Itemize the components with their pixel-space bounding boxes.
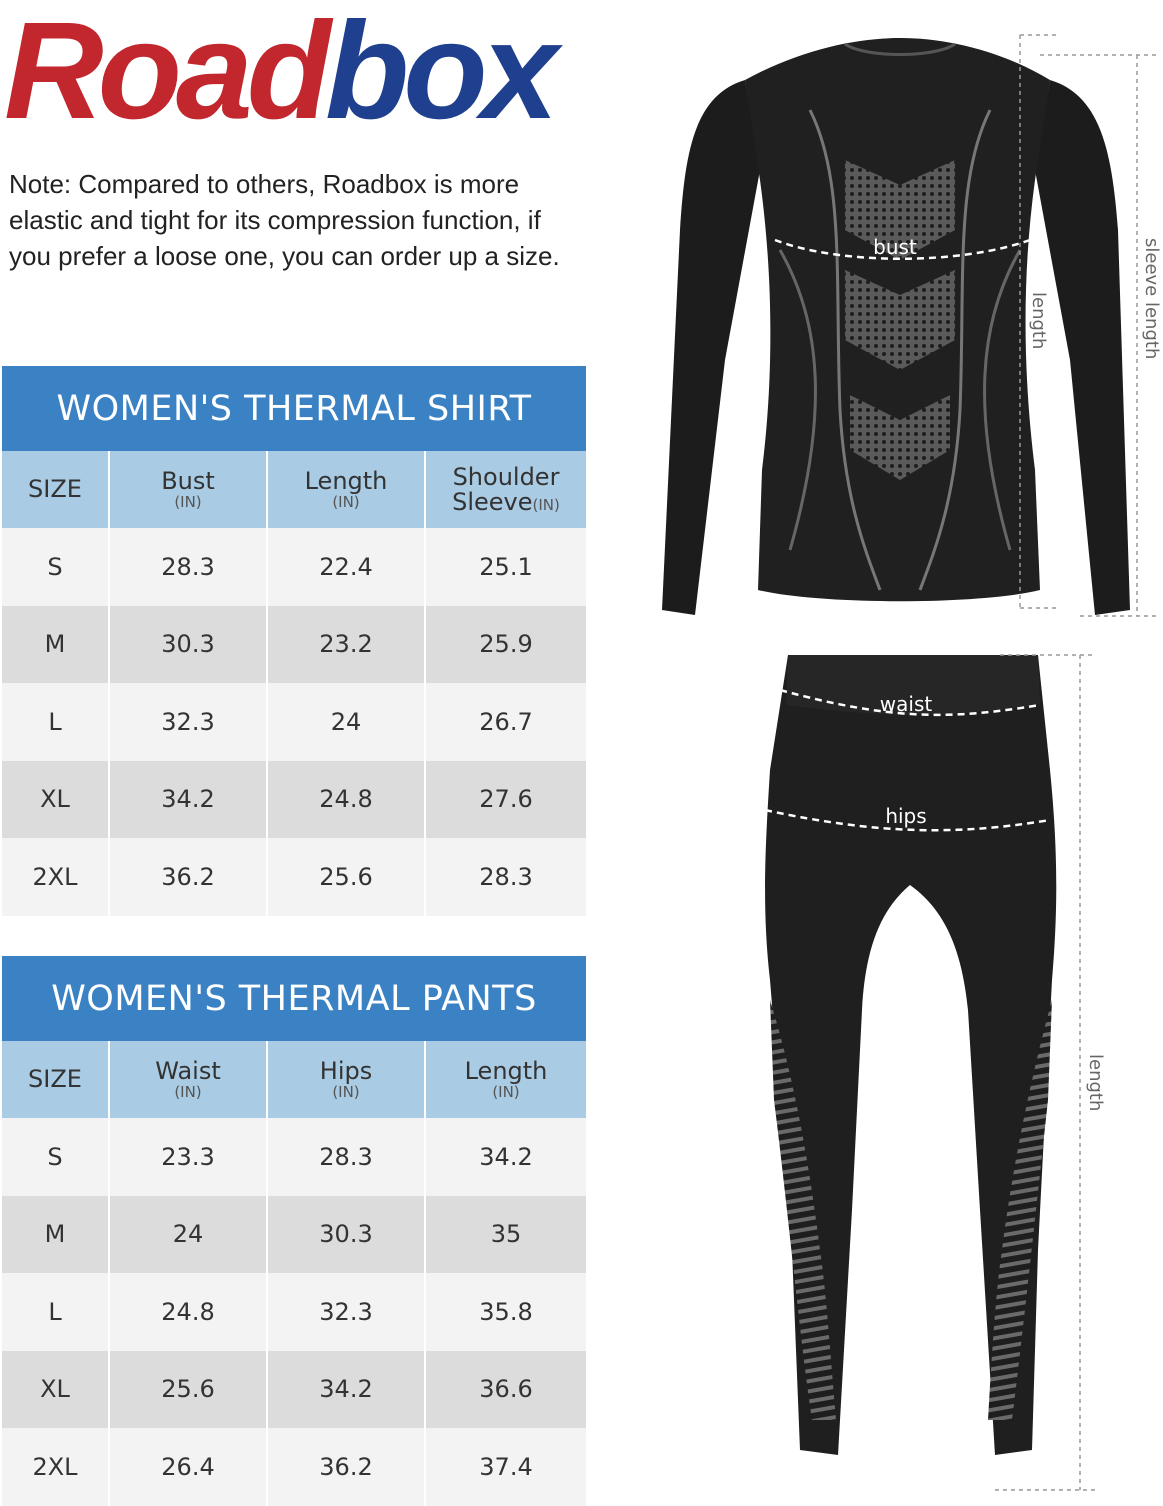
table-cell: S [47, 1142, 63, 1171]
shirt-illustration [640, 30, 1160, 630]
shirt-size-table [2, 366, 586, 916]
shirt-length-label: length [1028, 292, 1049, 350]
shirt-row-l [2, 683, 586, 761]
pants-table-title: WOMEN'S THERMAL PANTS [2, 956, 586, 1041]
header-waist: Waist (IN) [108, 1041, 266, 1118]
header-hips: Hips (IN) [266, 1041, 424, 1118]
pants-table-body [2, 1118, 586, 1506]
header-shoulder-sleeve: Shoulder Sleeve(IN) [424, 451, 586, 528]
pants-row-m [2, 1196, 586, 1274]
table-cell: 34.2 [266, 1351, 424, 1429]
sleeve-length-label: sleeve length [1141, 238, 1162, 360]
table-cell: 32.3 [108, 683, 266, 761]
table-cell: 28.3 [424, 838, 586, 916]
table-cell: 26.7 [424, 683, 586, 761]
table-cell: 2XL [32, 862, 78, 891]
table-cell: S [47, 552, 63, 581]
pants-length-label: length [1085, 1054, 1106, 1112]
table-cell: M [44, 1220, 66, 1249]
shirt-table-body [2, 528, 586, 916]
pants-row-xl [2, 1351, 586, 1429]
hips-label: hips [885, 804, 927, 828]
table-cell: 23.3 [108, 1118, 266, 1196]
shirt-row-xl [2, 761, 586, 839]
table-cell: L [48, 707, 62, 736]
table-cell: 34.2 [424, 1118, 586, 1196]
shirt-row-s [2, 528, 586, 606]
table-cell: XL [40, 785, 70, 814]
table-cell: 24 [266, 683, 424, 761]
header-size: SIZE [28, 1065, 82, 1093]
roadbox-logo [4, 0, 604, 135]
table-cell: 30.3 [266, 1196, 424, 1274]
table-cell: M [44, 630, 66, 659]
table-cell: 35.8 [424, 1273, 586, 1351]
table-cell: 36.2 [266, 1428, 424, 1506]
table-cell: 23.2 [266, 606, 424, 684]
pants-size-table [2, 956, 586, 1506]
table-cell: XL [40, 1375, 70, 1404]
shirt-row-2xl [2, 838, 586, 916]
shirt-table-header [2, 451, 586, 528]
table-cell: 2XL [32, 1452, 78, 1481]
shirt-table-title: WOMEN'S THERMAL SHIRT [2, 366, 586, 451]
table-cell: 34.2 [108, 761, 266, 839]
table-cell: 27.6 [424, 761, 586, 839]
pants-row-s [2, 1118, 586, 1196]
pants-row-2xl [2, 1428, 586, 1506]
table-cell: 36.6 [424, 1351, 586, 1429]
table-cell: 25.1 [424, 528, 586, 606]
table-cell: 22.4 [266, 528, 424, 606]
logo-text-part-blue: box [325, 0, 553, 135]
table-cell: 25.6 [266, 838, 424, 916]
table-cell: 28.3 [266, 1118, 424, 1196]
shirt-row-m [2, 606, 586, 684]
table-cell: 37.4 [424, 1428, 586, 1506]
table-cell: L [48, 1297, 62, 1326]
table-cell: 30.3 [108, 606, 266, 684]
brand-logo [4, 0, 604, 135]
table-cell: 28.3 [108, 528, 266, 606]
table-cell: 36.2 [108, 838, 266, 916]
logo-text-part-red: Road [4, 0, 325, 135]
table-cell: 24 [108, 1196, 266, 1274]
table-cell: 25.9 [424, 606, 586, 684]
pants-table-header [2, 1041, 586, 1118]
header-length: Length (IN) [424, 1041, 586, 1118]
table-cell: 24.8 [266, 761, 424, 839]
header-size: SIZE [28, 475, 82, 503]
table-cell: 35 [424, 1196, 586, 1274]
thermal-shirt-image [640, 30, 1160, 630]
sizing-note: Note: Compared to others, Roadbox is more elastic and tight for its compression function, if you prefer a loose one, you can order up a size. [9, 169, 560, 271]
svg-text:Roadbox [4, 0, 564, 135]
table-cell: 25.6 [108, 1351, 266, 1429]
header-bust: Bust (IN) [108, 451, 266, 528]
bust-label: bust [873, 235, 917, 259]
header-length: Length (IN) [266, 451, 424, 528]
pants-row-l [2, 1273, 586, 1351]
waist-label: waist [879, 692, 933, 716]
table-cell: 32.3 [266, 1273, 424, 1351]
table-cell: 24.8 [108, 1273, 266, 1351]
table-cell: 26.4 [108, 1428, 266, 1506]
